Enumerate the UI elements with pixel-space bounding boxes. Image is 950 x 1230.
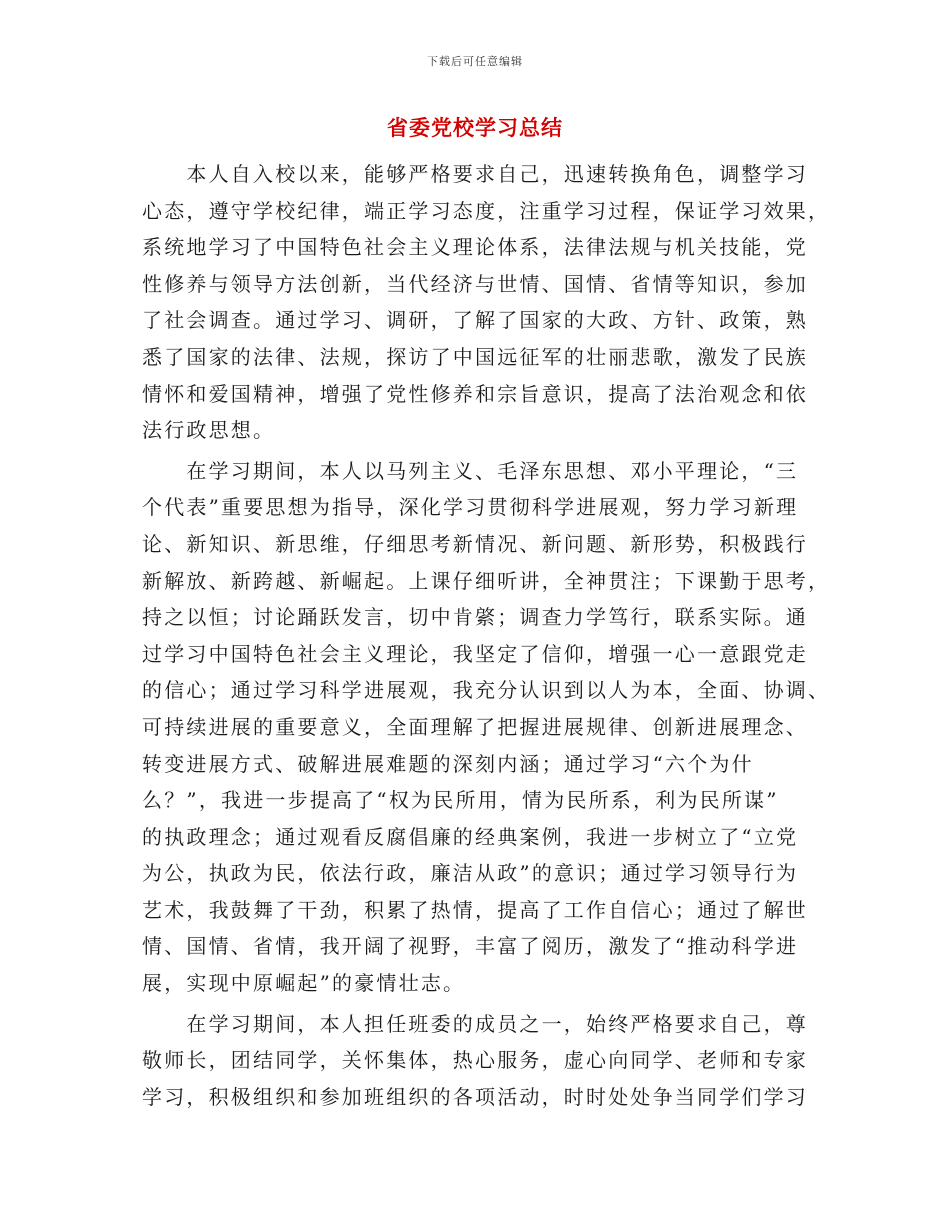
paragraph-line: 么？”，我进一步提高了“权为民所用，情为民所系，利为民所谋” (142, 788, 779, 813)
paragraph-line: 新解放、新跨越、新崛起。上课仔细听讲，全神贯注；下课勤于思考， (142, 568, 831, 593)
paragraph-line: 展，实现中原崛起”的豪情壮志。 (142, 971, 466, 996)
paragraph-line: 为公，执政为民，依法行政，廉洁从政”的意识；通过学习领导行为 (142, 861, 799, 886)
paragraph-line: 敬师长，团结同学，关怀集体，热心服务，虚心向同学、老师和专家 (142, 1048, 808, 1073)
paragraph (142, 156, 831, 449)
paragraph-line: 的执政理念；通过观看反腐倡廉的经典案例，我进一步树立了“立党 (142, 824, 799, 849)
paragraph-line: 情怀和爱国精神，增强了党性修养和宗旨意识，提高了法治观念和依 (142, 381, 808, 406)
paragraph-line: 学习，积极组织和参加班组织的各项活动，时时处处争当同学们学习 (142, 1084, 808, 1109)
document-body (142, 156, 831, 1115)
paragraph-line: 情、国情、省情，我开阔了视野，丰富了阅历，激发了“推动科学进 (142, 934, 799, 959)
paragraph-line: 了社会调查。通过学习、调研，了解了国家的大政、方针、政策，熟 (142, 308, 808, 333)
paragraph-line: 心态，遵守学校纪律，端正学习态度，注重学习过程，保证学习效果， (142, 198, 831, 223)
paragraph (142, 1006, 808, 1116)
paragraph-line: 悉了国家的法律、法规，探访了中国远征军的壮丽悲歌，激发了民族 (142, 344, 808, 369)
paragraph-line: 系统地学习了中国特色社会主义理论体系，法律法规与机关技能，党 (142, 235, 808, 260)
paragraph-line: 论、新知识、新思维，仔细思考新情况、新问题、新形势，积极践行 (142, 531, 808, 556)
paragraph-line: 个代表”重要思想为指导，深化学习贯彻科学进展观，努力学习新理 (142, 495, 799, 520)
header-note: 下载后可任意编辑 (427, 55, 523, 68)
paragraph-line: 可持续进展的重要意义，全面理解了把握进展规律、创新进展理念、 (142, 714, 808, 739)
paragraph (142, 453, 831, 1002)
paragraph-line: 转变进展方式、破解进展难题的深刻内涵；通过学习“六个为什 (142, 751, 754, 776)
paragraph-line: 法行政思想。 (142, 418, 276, 443)
paragraph-line: 在学习期间，本人担任班委的成员之一，始终严格要求自己，尊 (142, 1011, 808, 1036)
paragraph-line: 性修养与领导方法创新，当代经济与世情、国情、省情等知识，参加 (142, 271, 808, 296)
paragraph-line: 过学习中国特色社会主义理论，我坚定了信仰，增强一心一意跟党走 (142, 641, 808, 666)
document-title: 省委党校学习总结 (387, 116, 563, 140)
paragraph-line: 本人自入校以来，能够严格要求自己，迅速转换角色，调整学习 (142, 162, 808, 186)
paragraph-line: 的信心；通过学习科学进展观，我充分认识到以人为本，全面、协调、 (142, 678, 831, 703)
paragraph-line: 在学习期间，本人以马列主义、毛泽东思想、邓小平理论，“三 (142, 458, 799, 483)
paragraph-line: 艺术，我鼓舞了干劲，积累了热情，提高了工作自信心；通过了解世 (142, 897, 808, 922)
paragraph-line: 持之以恒；讨论踊跃发言，切中肯綮；调查力学笃行，联系实际。通 (142, 605, 808, 630)
